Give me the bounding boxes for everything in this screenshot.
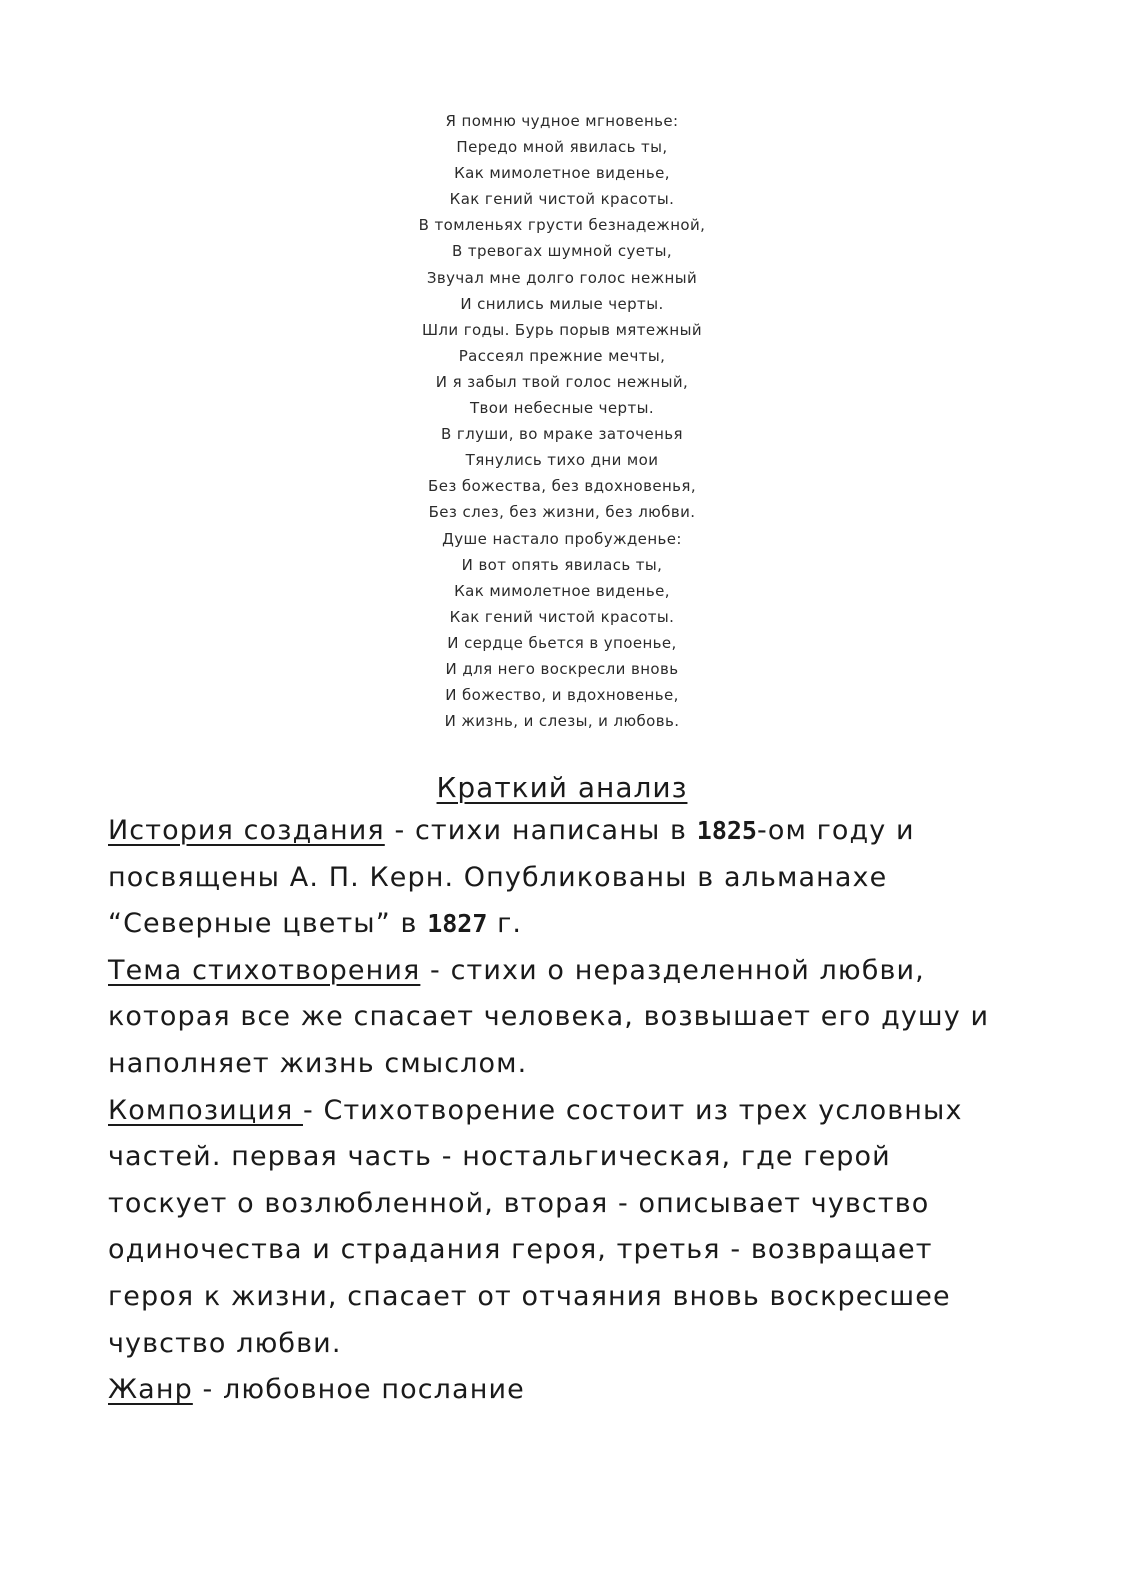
- poem-line: Твои небесные черты.: [469, 399, 655, 418]
- poem-line: И я забыл твой голос нежный,: [435, 372, 689, 391]
- poem-line: Я помню чудное мгновенье:: [445, 112, 679, 130]
- genre-text-1a: - любовное послание: [192, 1374, 525, 1406]
- composition-line-2: частей. первая часть - ностальгическая, где герой: [108, 1141, 891, 1173]
- poem-line: Рассеял прежние мечты,: [458, 346, 666, 365]
- section-composition: [108, 1088, 1008, 1368]
- poem-line: Тянулись тихо дни мои: [465, 451, 659, 470]
- composition-line-4: одиночества и страдания героя, третья - возвращает: [108, 1234, 933, 1266]
- history-line-1: [108, 808, 1008, 855]
- poem-line: И жизнь, и слезы, и любовь.: [444, 712, 680, 731]
- history-text-3a: “Северные цветы” в: [108, 908, 428, 940]
- composition-line-1: [108, 1088, 1008, 1135]
- poem-line: Без божества, без вдохновенья,: [428, 477, 696, 496]
- poem-line: Шли годы. Бурь порыв мятежный: [421, 320, 703, 339]
- section-genre: [108, 1367, 1008, 1414]
- analysis-title-text: Краткий анализ: [436, 771, 688, 804]
- history-line-2: посвящены А. П. Керн. Опубликованы в альманахе: [108, 861, 888, 893]
- theme-line-1: [108, 948, 1008, 995]
- composition-line-6: чувство любви.: [108, 1327, 342, 1359]
- poem-line: И вот опять явилась ты,: [461, 555, 663, 574]
- poem-line: Без слез, без жизни, без любви.: [428, 503, 696, 522]
- composition-text-1a: - Стихотворение состоит из трех условных: [302, 1094, 963, 1126]
- theme-line-2: которая все же спасает человека, возвышает его душу и: [108, 1001, 990, 1033]
- theme-line-3: наполняет жизнь смыслом.: [108, 1047, 528, 1079]
- history-text-3b: г.: [487, 908, 523, 940]
- poem-line: Передо мной явилась ты,: [456, 138, 668, 157]
- genre-line-1: [108, 1367, 1008, 1414]
- poem-line: В глуши, во мраке заточенья: [441, 425, 683, 444]
- composition-line-3: тоскует о возлюбленной, вторая - описывает чувство: [108, 1187, 930, 1219]
- genre-term: Жанр: [108, 1374, 193, 1406]
- poem-line: В тревогах шумной суеты,: [451, 242, 672, 261]
- poem-line: Как мимолетное виденье,: [454, 164, 670, 183]
- analysis-body: [108, 808, 1008, 1414]
- history-term: История создания: [108, 815, 385, 846]
- poem-line: В томленьях грусти безнадежной,: [418, 216, 706, 235]
- composition-term: Композиция: [108, 1094, 303, 1126]
- history-line-3: [108, 901, 1008, 948]
- history-year-1825: 1825: [696, 816, 757, 845]
- poem-line: Как мимолетное виденье,: [454, 581, 670, 600]
- poem-line: И божество, и вдохновенье,: [445, 686, 679, 705]
- poem: [0, 108, 1124, 734]
- poem-line: Как гений чистой красоты.: [449, 607, 675, 626]
- poem-line: Как гений чистой красоты.: [449, 190, 675, 209]
- theme-text-1a: - стихи о неразделенной любви,: [420, 954, 925, 986]
- poem-line: Душе настало пробужденье:: [442, 529, 682, 548]
- history-year-1827: 1827: [427, 909, 488, 939]
- poem-line: И снились милые черты.: [460, 294, 664, 313]
- history-text-1a: - стихи написаны в: [384, 815, 697, 846]
- theme-term: Тема стихотворения: [108, 954, 421, 986]
- composition-line-5: героя к жизни, спасает от отчаяния вновь воскресшее: [108, 1280, 951, 1312]
- poem-line: И сердце бьется в упоенье,: [447, 633, 677, 652]
- history-text-1b: -ом году и: [756, 815, 915, 846]
- section-theme: [108, 948, 1008, 1088]
- analysis-title: [0, 770, 1124, 806]
- poem-line: И для него воскресли вновь: [445, 659, 679, 678]
- section-history: [108, 808, 1008, 948]
- poem-line: Звучал мне долго голос нежный: [426, 268, 698, 287]
